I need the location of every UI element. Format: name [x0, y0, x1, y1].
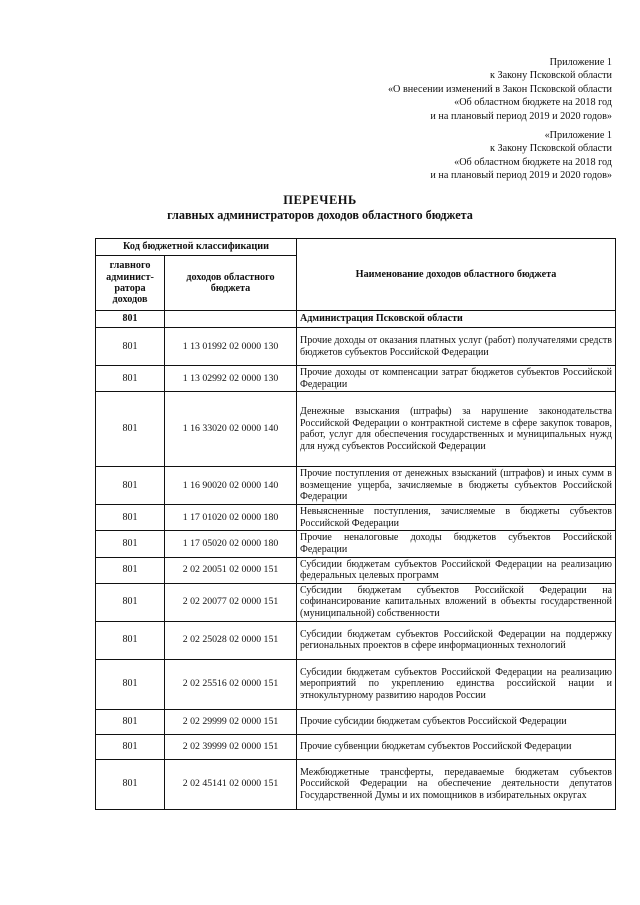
table-row — [96, 505, 616, 531]
admin-code-cell: 801 — [96, 328, 165, 366]
admin-code-cell: 801 — [96, 583, 165, 621]
table-row — [96, 659, 616, 709]
revenue-name-cell: Прочие неналоговые доходы бюджетов субъектов Российской Федерации — [297, 531, 616, 557]
revenue-name-cell: Прочие субсидии бюджетам субъектов Российской Федерации — [297, 709, 616, 734]
revenue-name-cell: Прочие поступления от денежных взысканий (штрафов) и иных сумм в возмещение ущерба, зачисляемые в бюджеты субъектов Российской Федерации — [297, 467, 616, 505]
revenue-code-cell: 2 02 20077 02 0000 151 — [165, 583, 297, 621]
admin-code-cell: 801 — [96, 709, 165, 734]
header-admin-code: главного админист-ратора доходов — [96, 256, 165, 311]
table-body — [96, 311, 616, 810]
revenue-name-cell: Невыясненные поступления, зачисляемые в бюджеты субъектов Российской Федерации — [297, 505, 616, 531]
table-row — [96, 531, 616, 557]
revenue-name-cell: Субсидии бюджетам субъектов Российской Федерации на реализацию мероприятий по укреплению единства российской нации и этнокультурному развитию народов России — [297, 659, 616, 709]
admin-code-cell: 801 — [96, 467, 165, 505]
revenue-name-cell: Субсидии бюджетам субъектов Российской Федерации на софинансирование капитальных вложений в объекты государственной (муниципальной) собственности — [297, 583, 616, 621]
revenue-code-cell: 2 02 39999 02 0000 151 — [165, 734, 297, 759]
annex-note-current — [388, 56, 612, 123]
table-row — [96, 621, 616, 659]
annex-line: «Об областном бюджете на 2018 год — [454, 156, 612, 168]
department-name: Администрация Псковской области — [297, 311, 616, 328]
table-row — [96, 392, 616, 467]
revenue-code-cell: 1 17 01020 02 0000 180 — [165, 505, 297, 531]
department-code: 801 — [96, 311, 165, 328]
table-row — [96, 467, 616, 505]
revenue-code-cell: 1 16 33020 02 0000 140 — [165, 392, 297, 467]
annex-line: «Приложение 1 — [544, 130, 612, 141]
revenue-name-cell: Денежные взыскания (штрафы) за нарушение законодательства Российской Федерации о контрактной системе в сфере закупок товаров, работ, услуг для обеспечения государственных и муниципальных нужд для нужд субъектов Российской Федерации — [297, 392, 616, 467]
annex-line: «Об областном бюджете на 2018 год — [454, 97, 612, 109]
department-empty-cell — [165, 311, 297, 328]
table-row — [96, 734, 616, 759]
revenue-code-cell: 1 17 05020 02 0000 180 — [165, 531, 297, 557]
revenue-code-cell: 2 02 25516 02 0000 151 — [165, 659, 297, 709]
admin-code-cell: 801 — [96, 366, 165, 392]
header-revenue-code: доходов областного бюджета — [165, 256, 297, 311]
annex-note-original — [430, 129, 612, 183]
table-row — [96, 328, 616, 366]
admin-code-cell: 801 — [96, 531, 165, 557]
admin-code-cell: 801 — [96, 734, 165, 759]
admin-code-cell: 801 — [96, 759, 165, 809]
header-name: Наименование доходов областного бюджета — [297, 239, 616, 311]
admin-code-cell: 801 — [96, 557, 165, 583]
table-row — [96, 557, 616, 583]
document-title: ПЕРЕЧЕНЬ — [283, 193, 357, 207]
table-row — [96, 366, 616, 392]
table-row — [96, 583, 616, 621]
admin-code-cell: 801 — [96, 505, 165, 531]
document-subtitle: главных администраторов доходов областного бюджета — [167, 208, 473, 222]
admin-code-cell: 801 — [96, 392, 165, 467]
annex-line: и на плановый период 2019 и 2020 годов» — [430, 170, 612, 182]
admin-code-cell: 801 — [96, 621, 165, 659]
revenue-code-cell: 2 02 45141 02 0000 151 — [165, 759, 297, 809]
annex-line: к Закону Псковской области — [490, 70, 612, 82]
revenue-code-cell: 1 13 02992 02 0000 130 — [165, 366, 297, 392]
revenue-name-cell: Прочие доходы от компенсации затрат бюджетов субъектов Российской Федерации — [297, 366, 616, 392]
admin-code-cell: 801 — [96, 659, 165, 709]
annex-line: Приложение 1 — [549, 57, 612, 68]
revenue-code-cell: 1 16 90020 02 0000 140 — [165, 467, 297, 505]
revenue-code-cell: 1 13 01992 02 0000 130 — [165, 328, 297, 366]
annex-line: и на плановый период 2019 и 2020 годов» — [430, 110, 612, 122]
revenue-code-cell: 2 02 25028 02 0000 151 — [165, 621, 297, 659]
header-code-group: Код бюджетной классификации — [96, 239, 297, 256]
revenue-name-cell: Субсидии бюджетам субъектов Российской Федерации на реализацию федеральных целевых программ — [297, 557, 616, 583]
department-row — [96, 311, 616, 328]
annex-line: к Закону Псковской области — [490, 143, 612, 155]
table-row — [96, 709, 616, 734]
revenue-name-cell: Межбюджетные трансферты, передаваемые бюджетам субъектов Российской Федерации на обеспечение деятельности депутатов Государственной Думы и их помощников в избирательных округах — [297, 759, 616, 809]
table-row — [96, 759, 616, 809]
revenue-name-cell: Прочие доходы от оказания платных услуг (работ) получателями средств бюджетов субъектов Российской Федерации — [297, 328, 616, 366]
revenue-code-cell: 2 02 29999 02 0000 151 — [165, 709, 297, 734]
revenue-code-cell: 2 02 20051 02 0000 151 — [165, 557, 297, 583]
revenue-name-cell: Субсидии бюджетам субъектов Российской Федерации на поддержку региональных проектов в сфере информационных технологий — [297, 621, 616, 659]
revenue-administrators-table — [95, 238, 616, 810]
annex-line: «О внесении изменений в Закон Псковской области — [387, 83, 612, 95]
revenue-name-cell: Прочие субвенции бюджетам субъектов Российской Федерации — [297, 734, 616, 759]
